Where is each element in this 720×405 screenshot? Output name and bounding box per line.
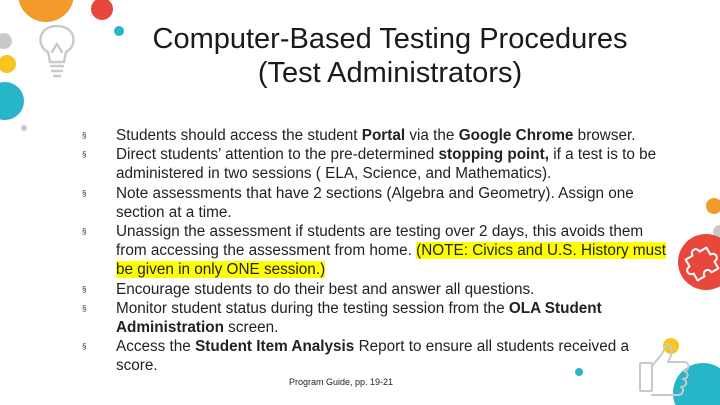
footnote: Program Guide, pp. 19-21 xyxy=(289,377,394,387)
bullet-text: Unassign the assessment if students are testing over 2 days, this avoids them from accessing the assessment from home. xyxy=(116,223,644,260)
bullet-text: Encourage students to do their best and answer all questions. xyxy=(116,280,535,298)
bullet-text: Direct students’ attention to the pre-determined xyxy=(116,146,439,164)
bullet-text: browser. xyxy=(573,127,636,144)
deco-circle-orange xyxy=(18,0,74,22)
title-line-2: (Test Administrators) xyxy=(257,57,523,89)
bullet-text: Access the xyxy=(116,338,196,356)
bullet-marker-icon: § xyxy=(82,342,87,352)
bullet-text: Monitor student status during the testing session from the xyxy=(116,299,509,317)
bullet-text: Report to ensure all students received a score. xyxy=(116,338,629,375)
bold-text: OLA Student Administration xyxy=(116,299,602,337)
bullet-marker-icon: § xyxy=(82,303,87,313)
bullet-item xyxy=(82,222,667,280)
bullet-text: screen. xyxy=(223,319,279,337)
bold-text: stopping point, xyxy=(438,146,549,164)
bullet-item xyxy=(82,145,667,183)
deco-circle-yellow xyxy=(0,55,16,73)
bold-text: Portal xyxy=(361,127,406,144)
bullet-text: Note assessments that have 2 sections (Algebra and Geometry). Assign one section at a time. xyxy=(116,184,634,221)
bullet-item xyxy=(82,280,667,299)
bullet-item xyxy=(82,299,667,337)
deco-circle-teal-large xyxy=(0,82,24,120)
bullet-item xyxy=(82,184,667,222)
bold-text: Google Chrome xyxy=(458,127,574,144)
bullet-marker-icon: § xyxy=(82,188,87,198)
bullet-text: via the xyxy=(405,127,459,144)
lightbulb-icon xyxy=(41,26,74,76)
deco-circle-grey xyxy=(0,33,12,49)
deco-circle-teal-bottom xyxy=(673,363,720,405)
highlighted-note: (NOTE: Civics and U.S. History must be given in only ONE session.) xyxy=(116,242,666,279)
bullet-marker-icon: § xyxy=(82,131,87,140)
bullet-list xyxy=(82,126,667,376)
bold-text: Student Item Analysis xyxy=(195,338,355,356)
deco-circle-orange-right xyxy=(706,198,720,214)
deco-circle-grey-small xyxy=(21,125,27,131)
bullet-text: if a test is to be administered in two sessions ( ELA, Science, and Mathematics). xyxy=(116,146,657,183)
bullet-text: Students should access the student xyxy=(116,127,362,144)
bullet-marker-icon: § xyxy=(82,227,87,237)
slide-title xyxy=(100,22,680,90)
bullet-marker-icon: § xyxy=(82,150,87,160)
deco-circle-red xyxy=(91,0,113,20)
bullet-item xyxy=(82,126,667,145)
title-line-1: Computer-Based Testing Procedures xyxy=(152,23,628,55)
bullet-marker-icon: § xyxy=(82,284,87,294)
bullet-item xyxy=(82,337,667,375)
